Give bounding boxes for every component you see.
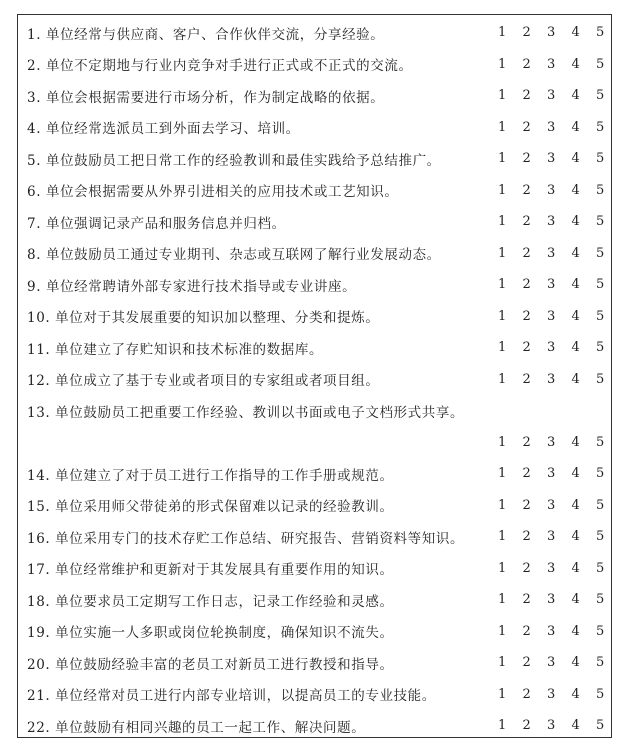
question-row xyxy=(18,238,611,269)
rating-option-1[interactable]: 1 xyxy=(498,245,507,261)
rating-option-5[interactable]: 5 xyxy=(596,182,605,198)
rating-option-3[interactable]: 3 xyxy=(547,277,556,292)
rating-option-4[interactable]: 4 xyxy=(571,434,581,450)
rating-option-2[interactable]: 2 xyxy=(522,119,532,135)
rating-scale xyxy=(498,88,621,103)
rating-option-4[interactable]: 4 xyxy=(571,56,581,72)
question-row xyxy=(18,521,611,552)
rating-option-3[interactable]: 3 xyxy=(547,119,556,135)
rating-option-3[interactable]: 3 xyxy=(547,497,556,513)
rating-scale xyxy=(498,120,621,135)
rating-option-4[interactable]: 4 xyxy=(571,182,581,198)
question-text: 4. 单位经常选派员工到外面去学习、培训。 xyxy=(27,121,300,137)
rating-option-3[interactable]: 3 xyxy=(547,529,556,544)
rating-option-1[interactable]: 1 xyxy=(498,340,507,355)
rating-option-3[interactable]: 3 xyxy=(547,340,556,355)
rating-scale xyxy=(498,214,621,229)
question-text: 11. 单位建立了存贮知识和技术标准的数据库。 xyxy=(27,341,324,358)
rating-option-2[interactable]: 2 xyxy=(522,466,532,481)
rating-option-5[interactable]: 5 xyxy=(596,277,605,292)
rating-option-5[interactable]: 5 xyxy=(596,308,605,324)
question-row xyxy=(18,710,611,741)
rating-option-1[interactable]: 1 xyxy=(498,214,507,229)
rating-scale xyxy=(498,687,621,702)
question-row xyxy=(18,395,611,426)
rating-option-4[interactable]: 4 xyxy=(571,340,581,355)
rating-option-3[interactable]: 3 xyxy=(547,655,556,670)
question-row xyxy=(18,175,611,206)
rating-option-2[interactable]: 2 xyxy=(522,340,532,355)
question-row xyxy=(18,647,611,678)
rating-option-1[interactable]: 1 xyxy=(498,56,507,72)
rating-option-4[interactable]: 4 xyxy=(571,119,581,135)
rating-option-4[interactable]: 4 xyxy=(571,277,581,292)
rating-option-2[interactable]: 2 xyxy=(522,655,532,670)
rating-option-5[interactable]: 5 xyxy=(596,214,605,229)
question-text: 5. 单位鼓励员工把日常工作的经验教训和最佳实践给予总结推广。 xyxy=(27,152,441,169)
rating-option-3[interactable]: 3 xyxy=(547,466,556,481)
rating-option-1[interactable]: 1 xyxy=(498,718,507,733)
rating-scale xyxy=(498,624,621,639)
question-row xyxy=(18,490,611,521)
question-text: 13. 单位鼓励员工把重要工作经验、教训以书面或电子文档形式共享。 xyxy=(27,404,465,421)
question-row xyxy=(18,17,611,48)
rating-option-4[interactable]: 4 xyxy=(571,623,581,639)
rating-option-1[interactable]: 1 xyxy=(498,308,507,324)
rating-option-2[interactable]: 2 xyxy=(522,245,532,261)
question-text: 18. 单位要求员工定期写工作日志，记录工作经验和灵感。 xyxy=(27,593,394,610)
rating-scale xyxy=(498,592,621,607)
rating-option-3[interactable]: 3 xyxy=(547,151,556,166)
rating-option-2[interactable]: 2 xyxy=(522,308,532,324)
rating-option-5[interactable]: 5 xyxy=(596,592,605,607)
rating-scale xyxy=(498,151,621,166)
rating-option-5[interactable]: 5 xyxy=(596,151,605,166)
rating-option-5[interactable]: 5 xyxy=(596,466,605,481)
rating-option-1[interactable]: 1 xyxy=(498,371,507,387)
rating-option-3[interactable]: 3 xyxy=(547,434,556,450)
rating-option-5[interactable]: 5 xyxy=(596,119,605,135)
rating-option-5[interactable]: 5 xyxy=(596,434,605,450)
rating-option-3[interactable]: 3 xyxy=(547,56,556,72)
rating-scale xyxy=(498,183,621,198)
rating-scale xyxy=(498,309,621,324)
rating-option-5[interactable]: 5 xyxy=(596,340,605,355)
rating-option-4[interactable]: 4 xyxy=(571,214,581,229)
rating-option-2[interactable]: 2 xyxy=(522,88,532,103)
question-row xyxy=(18,332,611,363)
question-row xyxy=(18,80,611,111)
rating-option-5[interactable]: 5 xyxy=(596,497,605,513)
rating-option-1[interactable]: 1 xyxy=(498,466,507,481)
rating-option-3[interactable]: 3 xyxy=(547,308,556,324)
rating-option-1[interactable]: 1 xyxy=(498,434,507,450)
rating-option-4[interactable]: 4 xyxy=(571,151,581,166)
question-text: 22. 单位鼓励有相同兴趣的员工一起工作、解决问题。 xyxy=(27,719,366,736)
rating-option-2[interactable]: 2 xyxy=(522,623,532,639)
rating-option-2[interactable]: 2 xyxy=(522,686,532,702)
question-text: 19. 单位实施一人多职或岗位轮换制度，确保知识不流失。 xyxy=(27,625,394,641)
rating-option-5[interactable]: 5 xyxy=(596,623,605,639)
rating-option-1[interactable]: 1 xyxy=(498,623,507,639)
rating-option-4[interactable]: 4 xyxy=(571,88,581,103)
rating-option-4[interactable]: 4 xyxy=(571,686,581,702)
rating-option-3[interactable]: 3 xyxy=(547,560,556,576)
rating-scale xyxy=(498,718,621,733)
rating-option-2[interactable]: 2 xyxy=(522,56,532,72)
rating-option-2[interactable]: 2 xyxy=(522,529,532,544)
rating-option-5[interactable]: 5 xyxy=(596,718,605,733)
question-text: 21. 单位经常对员工进行内部专业培训，以提高员工的专业技能。 xyxy=(27,688,436,704)
question-text: 7. 单位强调记录产品和服务信息并归档。 xyxy=(27,215,286,232)
rating-option-1[interactable]: 1 xyxy=(498,529,507,544)
rating-option-2[interactable]: 2 xyxy=(522,560,532,576)
rating-option-3[interactable]: 3 xyxy=(547,88,556,103)
rating-option-4[interactable]: 4 xyxy=(571,245,581,261)
question-text: 2. 单位不定期地与行业内竞争对手进行正式或不正式的交流。 xyxy=(27,58,413,74)
rating-scale xyxy=(498,655,621,670)
rating-scale xyxy=(498,561,621,576)
rating-option-1[interactable]: 1 xyxy=(498,182,507,198)
rating-option-5[interactable]: 5 xyxy=(596,245,605,261)
rating-option-3[interactable]: 3 xyxy=(547,592,556,607)
rating-scale xyxy=(498,277,621,292)
rating-option-5[interactable]: 5 xyxy=(596,371,605,387)
rating-option-3[interactable]: 3 xyxy=(547,686,556,702)
question-row xyxy=(18,206,611,237)
rating-option-5[interactable]: 5 xyxy=(596,529,605,544)
question-row xyxy=(18,616,611,647)
rating-option-1[interactable]: 1 xyxy=(498,151,507,166)
question-text: 14. 单位建立了对于员工进行工作指导的工作手册或规范。 xyxy=(27,467,394,484)
rating-option-2[interactable]: 2 xyxy=(522,434,532,450)
rating-option-3[interactable]: 3 xyxy=(547,25,556,40)
rating-scale xyxy=(498,372,621,387)
question-text: 12. 单位成立了基于专业或者项目的专家组或者项目组。 xyxy=(27,373,380,389)
question-text: 17. 单位经常维护和更新对于其发展具有重要作用的知识。 xyxy=(27,562,394,578)
question-row xyxy=(18,679,611,710)
rating-option-4[interactable]: 4 xyxy=(571,497,581,513)
rating-scale xyxy=(498,57,621,72)
question-row xyxy=(18,269,611,300)
question-text: 16. 单位采用专门的技术存贮工作总结、研究报告、营销资料等知识。 xyxy=(27,530,465,547)
rating-option-2[interactable]: 2 xyxy=(522,371,532,387)
question-text: 1. 单位经常与供应商、客户、合作伙伴交流，分享经验。 xyxy=(27,26,385,43)
rating-option-5[interactable]: 5 xyxy=(596,56,605,72)
rating-scale xyxy=(498,435,621,450)
rating-option-3[interactable]: 3 xyxy=(547,623,556,639)
rating-option-2[interactable]: 2 xyxy=(522,25,532,40)
question-text: 6. 单位会根据需要从外界引进相关的应用技术或工艺知识。 xyxy=(27,184,399,200)
rating-option-4[interactable]: 4 xyxy=(571,308,581,324)
rating-scale xyxy=(498,25,621,40)
rating-option-1[interactable]: 1 xyxy=(498,277,507,292)
rating-option-2[interactable]: 2 xyxy=(522,277,532,292)
rating-option-4[interactable]: 4 xyxy=(571,560,581,576)
rating-option-3[interactable]: 3 xyxy=(547,718,556,733)
rating-option-1[interactable]: 1 xyxy=(498,560,507,576)
rating-option-1[interactable]: 1 xyxy=(498,88,507,103)
question-text: 8. 单位鼓励员工通过专业期刊、杂志或互联网了解行业发展动态。 xyxy=(27,247,441,263)
rating-option-4[interactable]: 4 xyxy=(571,466,581,481)
rating-scale xyxy=(498,466,621,481)
question-row xyxy=(18,364,611,395)
question-row xyxy=(18,112,611,143)
rating-option-3[interactable]: 3 xyxy=(547,182,556,198)
rating-option-1[interactable]: 1 xyxy=(498,655,507,670)
question-text: 10. 单位对于其发展重要的知识加以整理、分类和提炼。 xyxy=(27,310,380,326)
rating-option-4[interactable]: 4 xyxy=(571,592,581,607)
rating-option-1[interactable]: 1 xyxy=(498,686,507,702)
rating-option-2[interactable]: 2 xyxy=(522,182,532,198)
rating-option-2[interactable]: 2 xyxy=(522,151,532,166)
rating-option-5[interactable]: 5 xyxy=(596,655,605,670)
rating-option-3[interactable]: 3 xyxy=(547,371,556,387)
rating-option-5[interactable]: 5 xyxy=(596,88,605,103)
question-row xyxy=(18,49,611,80)
question-row xyxy=(18,553,611,584)
rating-option-4[interactable]: 4 xyxy=(571,371,581,387)
question-row xyxy=(18,143,611,174)
rating-option-2[interactable]: 2 xyxy=(522,718,532,733)
question-row xyxy=(18,301,611,332)
questionnaire-table xyxy=(17,14,612,738)
rating-option-1[interactable]: 1 xyxy=(498,25,507,40)
rating-option-2[interactable]: 2 xyxy=(522,214,532,229)
rating-option-1[interactable]: 1 xyxy=(498,592,507,607)
question-text: 9. 单位经常聘请外部专家进行技术指导或专业讲座。 xyxy=(27,278,357,295)
rating-option-4[interactable]: 4 xyxy=(571,25,581,40)
rating-option-4[interactable]: 4 xyxy=(571,718,581,733)
question-text: 15. 单位采用师父带徒弟的形式保留难以记录的经验教训。 xyxy=(27,499,394,515)
rating-option-4[interactable]: 4 xyxy=(571,529,581,544)
rating-option-4[interactable]: 4 xyxy=(571,655,581,670)
rating-option-2[interactable]: 2 xyxy=(522,592,532,607)
question-row-continuation xyxy=(18,427,611,458)
rating-option-5[interactable]: 5 xyxy=(596,25,605,40)
rating-option-3[interactable]: 3 xyxy=(547,245,556,261)
rating-option-1[interactable]: 1 xyxy=(498,119,507,135)
rating-option-1[interactable]: 1 xyxy=(498,497,507,513)
rating-option-3[interactable]: 3 xyxy=(547,214,556,229)
rating-scale xyxy=(498,529,621,544)
question-row xyxy=(18,584,611,615)
question-text: 3. 单位会根据需要进行市场分析，作为制定战略的依据。 xyxy=(27,89,385,106)
rating-option-5[interactable]: 5 xyxy=(596,686,605,702)
rating-option-2[interactable]: 2 xyxy=(522,497,532,513)
rating-option-5[interactable]: 5 xyxy=(596,560,605,576)
question-text: 20. 单位鼓励经验丰富的老员工对新员工进行教授和指导。 xyxy=(27,656,394,673)
rating-scale xyxy=(498,340,621,355)
question-row xyxy=(18,458,611,489)
rating-scale xyxy=(498,246,621,261)
rating-scale xyxy=(498,498,621,513)
